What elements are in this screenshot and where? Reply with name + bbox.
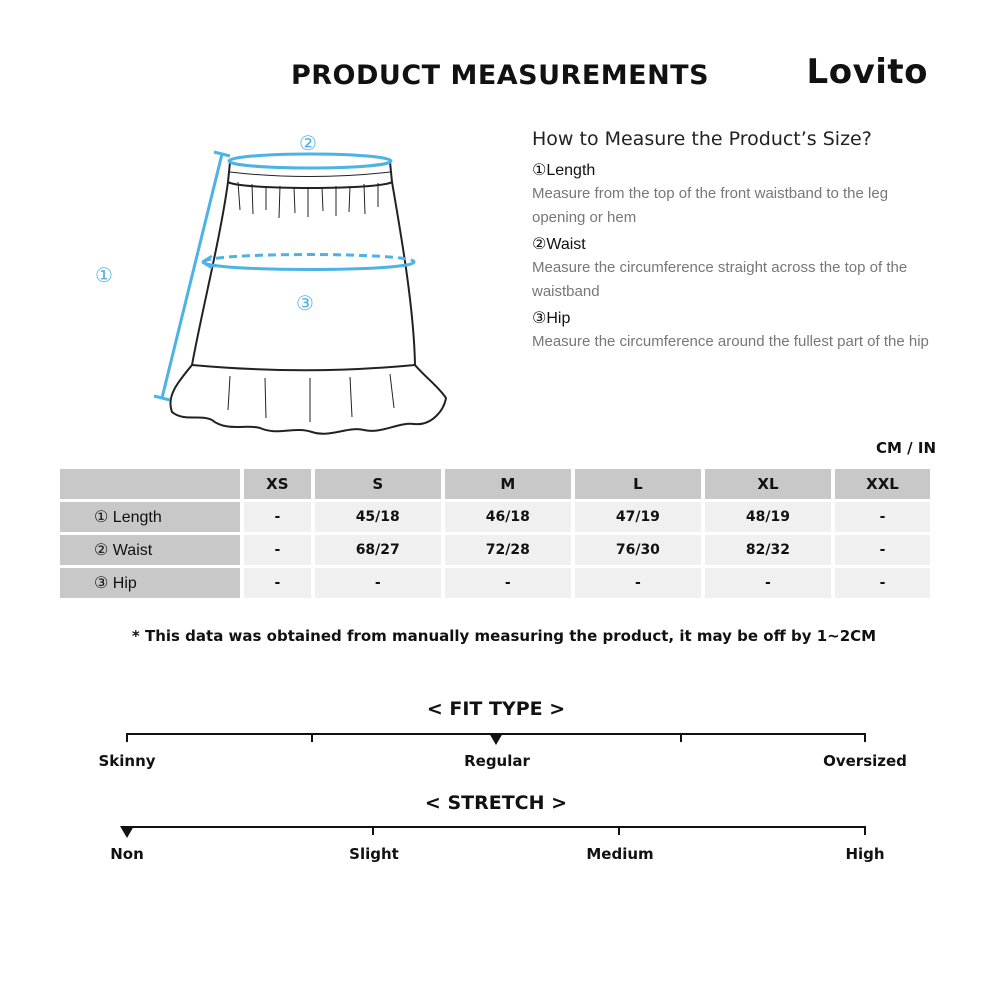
table-cell: 46/18: [445, 502, 571, 532]
step-waist-desc: Measure the circumference straight across the top of the waistband: [532, 259, 908, 300]
size-header-xl: XL: [705, 469, 831, 499]
table-cell: -: [244, 568, 311, 598]
step-hip-title: ③Hip: [532, 310, 571, 327]
table-cell: 48/19: [705, 502, 831, 532]
table-header-row: [60, 469, 930, 499]
step-length-desc: Measure from the top of the front waistband to the leg opening or hem: [532, 185, 889, 226]
stretch-tick: [618, 826, 620, 835]
table-cell: -: [835, 535, 930, 565]
fit-label-skinny: Skinny: [98, 752, 156, 770]
table-cell: -: [575, 568, 701, 598]
fit-type-marker: [489, 733, 503, 745]
size-table: [56, 466, 934, 601]
table-cell: 47/19: [575, 502, 701, 532]
table-cell: -: [315, 568, 441, 598]
how-to-heading: How to Measure the Product’s Size?: [532, 128, 872, 150]
step-hip-desc: Measure the circumference around the fullest part of the hip: [532, 333, 929, 350]
table-row: [60, 535, 930, 565]
table-cell: -: [244, 502, 311, 532]
size-header-s: S: [315, 469, 441, 499]
stretch-label-non: Non: [110, 845, 144, 863]
stretch-label-high: High: [845, 845, 885, 863]
stretch-label-slight: Slight: [349, 845, 399, 863]
table-cell: -: [445, 568, 571, 598]
stretch-label-medium: Medium: [586, 845, 654, 863]
table-cell: -: [244, 535, 311, 565]
table-cell: 82/32: [705, 535, 831, 565]
table-row: [60, 568, 930, 598]
stretch-line: [127, 826, 866, 828]
row-label-hip: ③ Hip: [60, 568, 240, 598]
page-title: PRODUCT MEASUREMENTS: [290, 60, 710, 91]
table-cell: 68/27: [315, 535, 441, 565]
row-label-waist: ② Waist: [60, 535, 240, 565]
table-cell: 72/28: [445, 535, 571, 565]
fit-tick: [680, 733, 682, 742]
fit-type-title: < FIT TYPE >: [426, 698, 566, 720]
unit-label: CM / IN: [876, 439, 936, 457]
measurement-note: * This data was obtained from manually measuring the product, it may be off by 1~2CM: [131, 627, 877, 645]
size-header-m: M: [445, 469, 571, 499]
marker-waist: ②: [299, 133, 317, 155]
how-to-measure-panel: [532, 128, 932, 358]
size-header-l: L: [575, 469, 701, 499]
fit-label-regular: Regular: [464, 752, 530, 770]
size-header-xs: XS: [244, 469, 311, 499]
stretch-marker: [120, 826, 134, 838]
table-cell: -: [835, 502, 930, 532]
brand-logo: Lovito: [806, 52, 928, 92]
marker-hip: ③: [296, 293, 314, 315]
fit-label-oversized: Oversized: [823, 752, 907, 770]
size-header-xxl: XXL: [835, 469, 930, 499]
table-cell: 76/30: [575, 535, 701, 565]
table-corner-cell: [60, 469, 240, 499]
stretch-tick: [864, 826, 866, 835]
table-row: [60, 502, 930, 532]
step-waist-title: ②Waist: [532, 236, 586, 253]
step-length-title: ①Length: [532, 162, 596, 179]
stretch-title: < STRETCH >: [424, 792, 568, 814]
table-cell: 45/18: [315, 502, 441, 532]
waist-guide-ellipse: [229, 154, 391, 168]
fit-tick: [311, 733, 313, 742]
skirt-illustration: [80, 120, 480, 450]
fit-tick: [864, 733, 866, 742]
fit-tick: [126, 733, 128, 742]
table-cell: -: [835, 568, 930, 598]
row-label-length: ① Length: [60, 502, 240, 532]
marker-length: ①: [95, 265, 113, 287]
stretch-tick: [372, 826, 374, 835]
table-cell: -: [705, 568, 831, 598]
